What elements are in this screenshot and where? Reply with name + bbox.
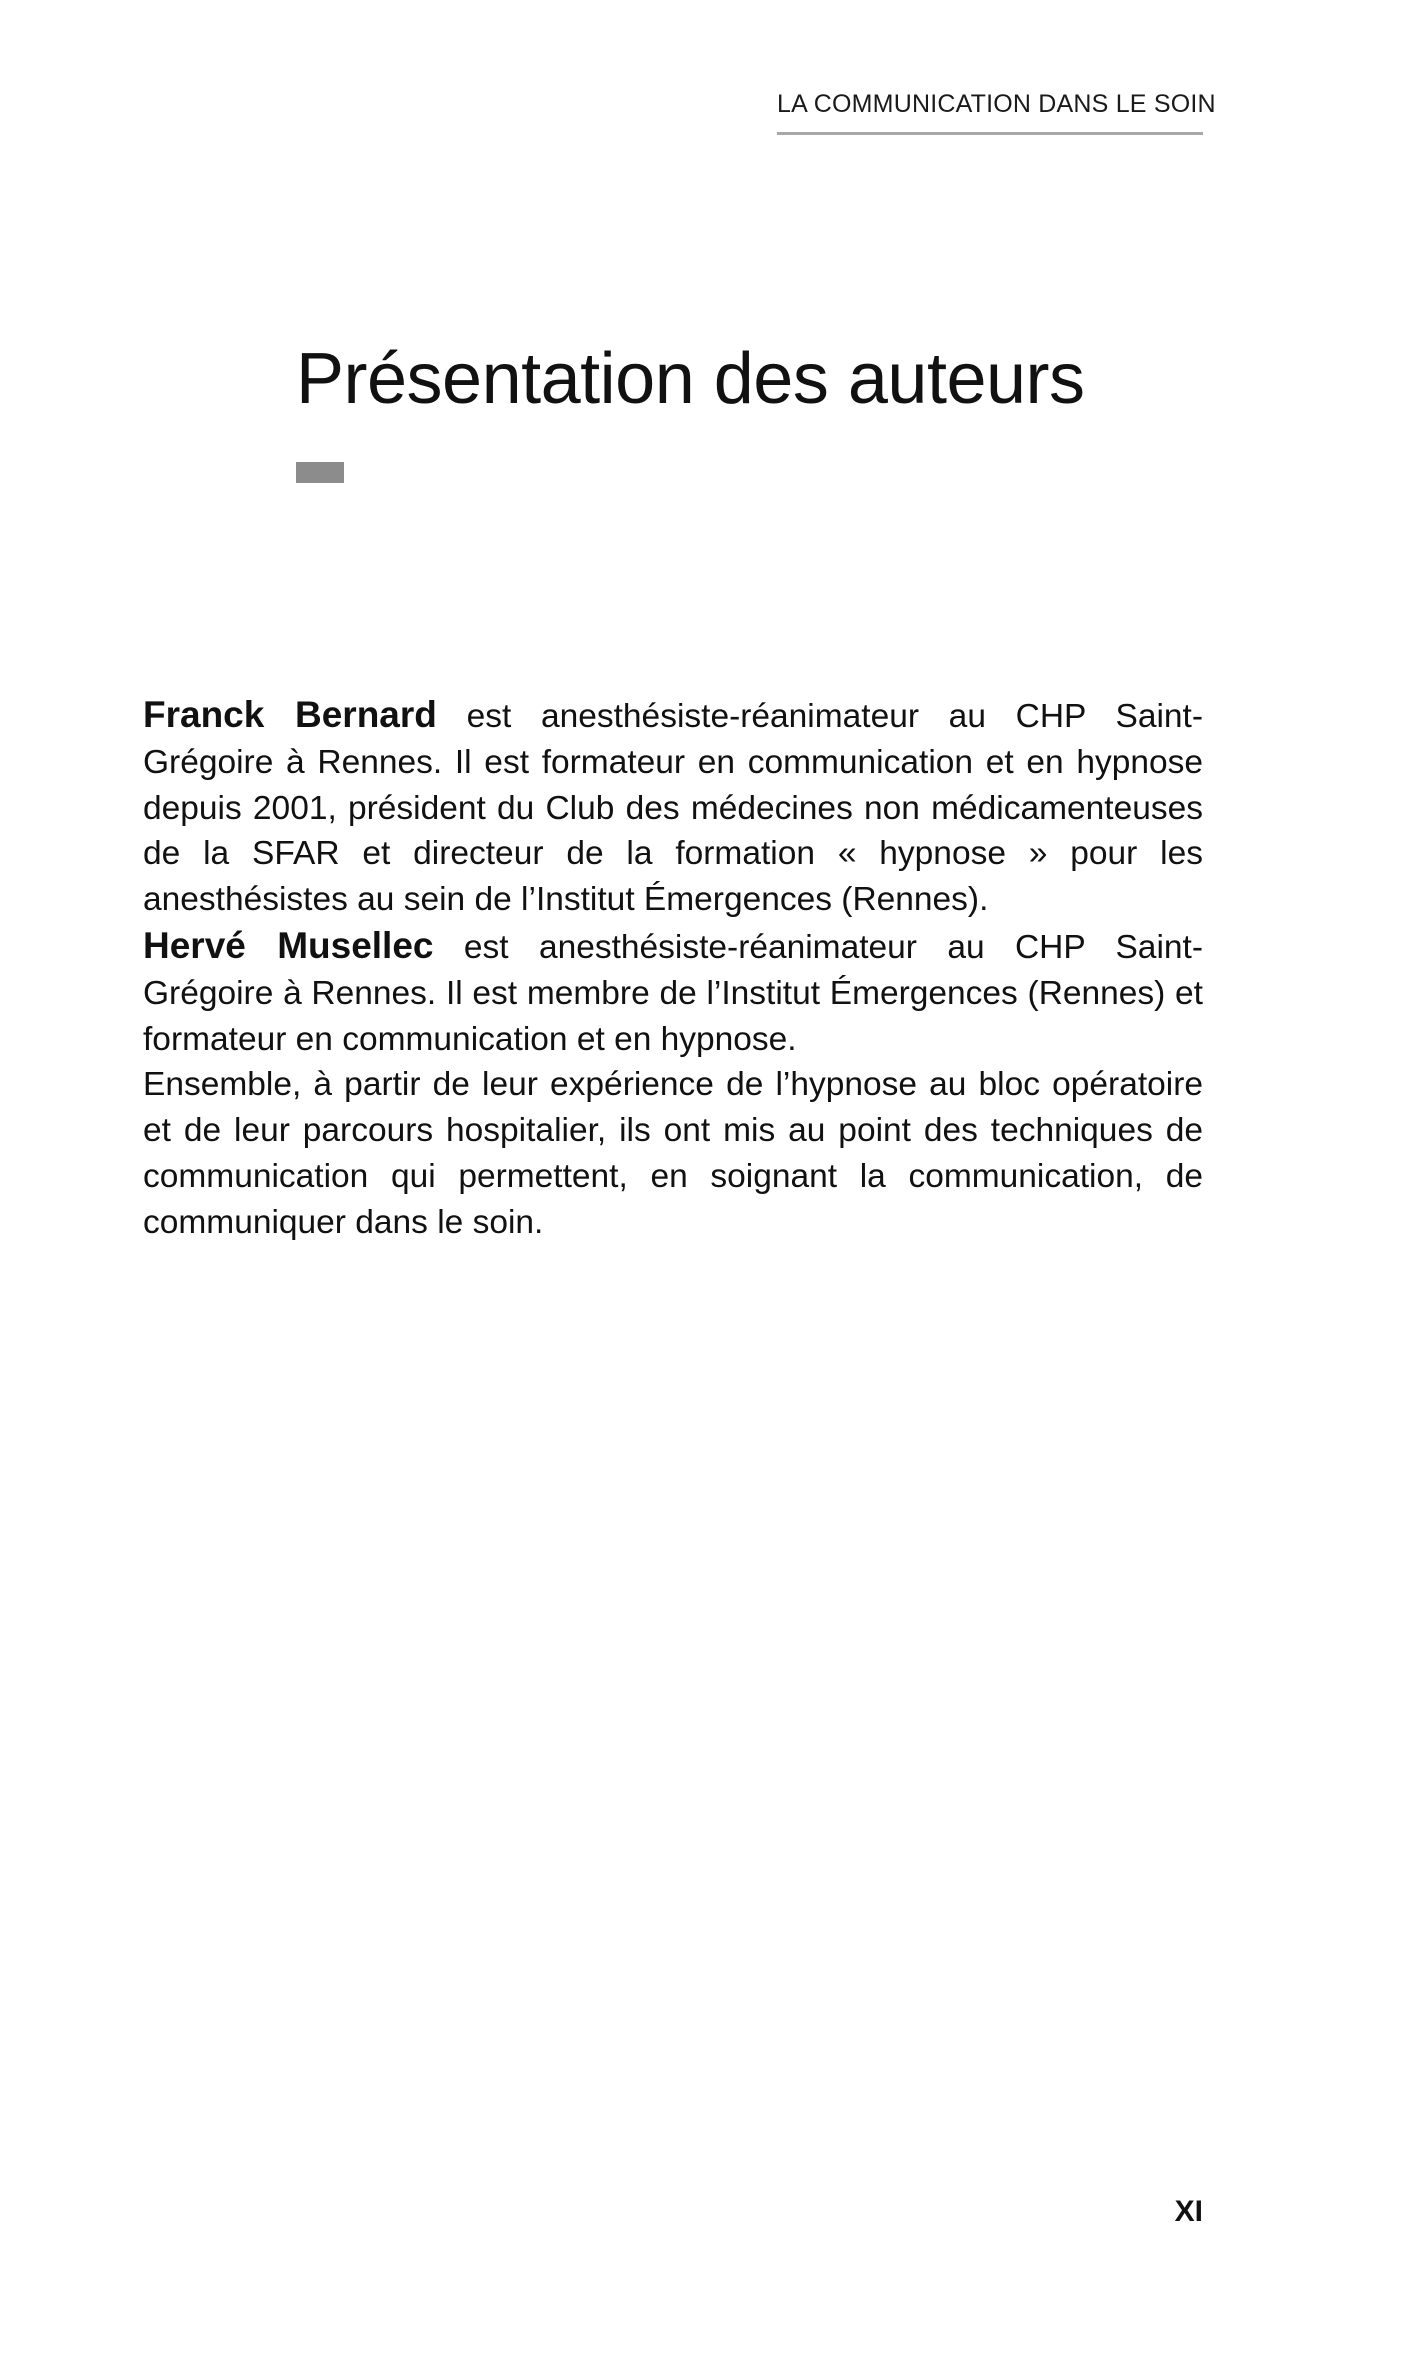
joint-paragraph: Ensemble, à partir de leur expérience de l’hypnose au bloc opératoire et de leur parcours hospitalier, ils ont mis au point des techniques de communication qui permettent, en soignant la communication, de communiquer dans le soin. <box>143 1066 1203 1241</box>
title-decoration-bar <box>296 462 344 483</box>
author-name: Hervé Musellec <box>143 924 434 966</box>
author-name: Franck Bernard <box>143 694 437 735</box>
header-rule <box>777 132 1203 135</box>
page-number: XI <box>1174 2195 1203 2228</box>
author-paragraph-musellec <box>143 923 1203 1062</box>
running-header: LA COMMUNICATION DANS LE SOIN <box>777 90 1216 118</box>
author-paragraph-bernard <box>143 692 1203 923</box>
chapter-title: Présentation des auteurs <box>296 339 1085 419</box>
author-bio: est anesthésiste-réanimateur au CHP Saint-Grégoire à Rennes. Il est formateur en communication et en hypnose depuis 2001, président du Club des médecines non médicamenteuses de la SFAR et directeur de la formation « hypnose » pour les anesthésistes au sein de l’Institut Émergences (Rennes). <box>143 698 1203 919</box>
author-bio: est anesthésiste-réanimateur au CHP Saint-Grégoire à Rennes. Il est membre de l’Institut Émergences (Rennes) et formateur en communication et en hypnose. <box>143 928 1203 1058</box>
author-presentation-body <box>143 692 1203 1246</box>
